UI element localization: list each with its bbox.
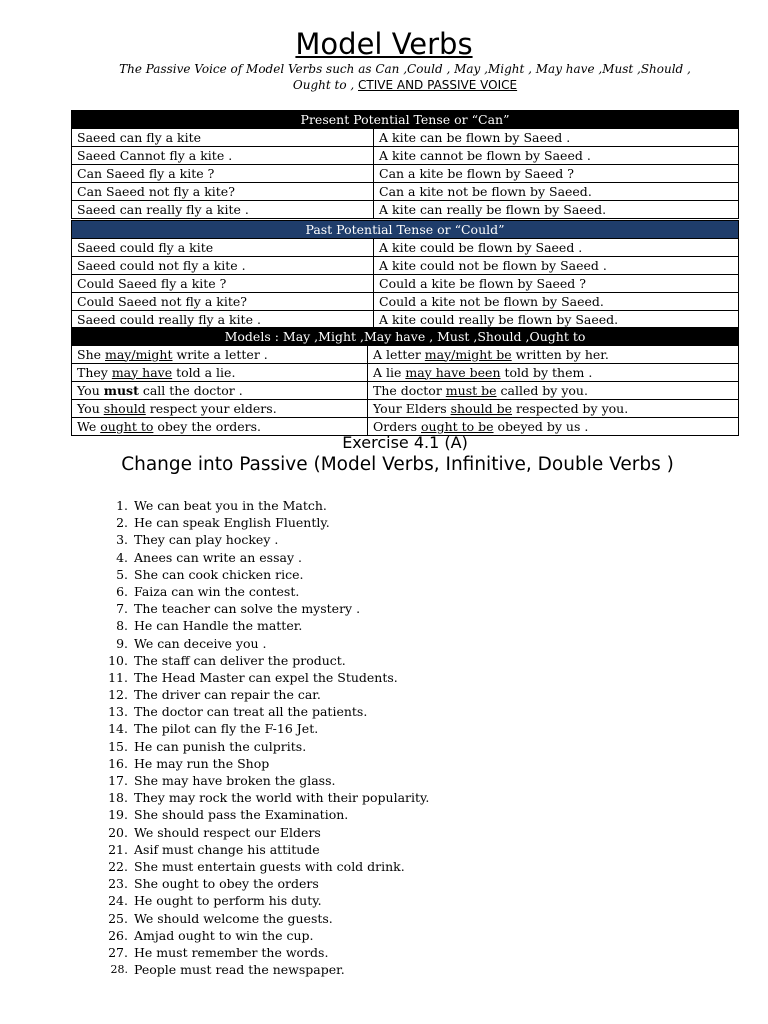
table-row: [72, 201, 739, 219]
item-number: 24.: [108, 893, 128, 909]
item-text: The pilot can fly the F-16 Jet.: [134, 721, 319, 737]
cell-text: A lie: [373, 364, 406, 380]
cell-text: She: [77, 346, 105, 362]
cell-text: obeyed by us .: [493, 418, 589, 434]
passive-cell: A kite could be flown by Saeed .: [374, 239, 739, 257]
table-row: [72, 275, 739, 293]
modal-keyword: may have been: [405, 364, 501, 380]
page-subtitle: [110, 61, 700, 93]
item-number: 22.: [108, 858, 128, 874]
item-text: Faiza can win the contest.: [134, 583, 300, 599]
item-number: 16.: [108, 755, 128, 771]
modal-keyword: may/might: [105, 346, 173, 362]
cell-text: The doctor: [373, 382, 446, 398]
item-number: 5.: [116, 566, 128, 582]
item-number: 26.: [108, 927, 128, 943]
modal-keyword: must: [103, 382, 139, 398]
item-text: Amjad ought to win the cup.: [134, 927, 314, 943]
table-row: [72, 293, 739, 311]
cell-text: write a letter .: [172, 346, 268, 362]
exercise-heading: Change into Passive (Model Verbs, Infinitive, Double Verbs ): [121, 454, 674, 475]
item-number: 3.: [116, 532, 128, 548]
item-number: 13.: [108, 704, 128, 720]
active-cell: Can Saeed not fly a kite?: [72, 183, 374, 201]
item-number: 6.: [116, 583, 128, 599]
modal-keyword: ought to be: [421, 418, 494, 434]
active-cell: [72, 346, 368, 364]
table-row: [72, 400, 739, 418]
item-text: We can beat you in the Match.: [134, 498, 327, 513]
passive-cell: Can a kite not be flown by Saeed.: [374, 183, 739, 201]
passive-cell: [368, 346, 739, 364]
modal-keyword: ought to: [100, 418, 154, 434]
modal-keyword: may/might be: [424, 346, 512, 362]
modal-keyword: must be: [445, 382, 497, 398]
cell-text: respect your elders.: [145, 400, 277, 416]
active-cell: Could Saeed fly a kite ?: [72, 275, 374, 293]
exercise-title: Exercise 4.1 (A): [342, 433, 468, 452]
cell-text: A letter: [373, 346, 425, 362]
active-cell: [72, 382, 368, 400]
active-cell: Saeed Cannot fly a kite .: [72, 147, 374, 165]
item-text: Anees can write an essay .: [134, 549, 302, 565]
item-text: He can speak English Fluently.: [134, 515, 330, 531]
passive-cell: A kite could not be flown by Saeed .: [374, 257, 739, 275]
passive-cell: A kite cannot be flown by Saeed .: [374, 147, 739, 165]
table-row: [72, 165, 739, 183]
item-text: She ought to obey the orders: [134, 876, 319, 892]
table-row: [72, 311, 739, 329]
item-text: We should respect our Elders: [134, 824, 321, 840]
cell-text: respected by you.: [512, 400, 629, 416]
item-number: 17.: [108, 773, 128, 788]
active-cell: Saeed could fly a kite: [72, 239, 374, 257]
item-text: They may rock the world with their popularity.: [134, 790, 430, 806]
item-number: 18.: [108, 790, 128, 806]
active-cell: Saeed can fly a kite: [72, 129, 374, 147]
table-row: [72, 239, 739, 257]
item-text: They can play hockey .: [134, 532, 279, 548]
item-number: 2.: [116, 515, 128, 531]
item-number: 11.: [108, 669, 128, 685]
item-number: 21.: [108, 841, 128, 857]
active-cell: Can Saeed fly a kite ?: [72, 165, 374, 183]
cell-text: call the doctor .: [138, 382, 243, 398]
cell-text: You: [77, 400, 104, 416]
table-row: [72, 183, 739, 201]
item-text: He can punish the culprits.: [134, 738, 307, 754]
item-text: The staff can deliver the product.: [134, 652, 346, 668]
item-number: 12.: [108, 687, 128, 703]
item-text: People must read the newspaper.: [134, 962, 345, 978]
passive-cell: A kite can really be flown by Saeed.: [374, 201, 739, 219]
item-text: The driver can repair the car.: [134, 687, 321, 703]
present-potential-table: [71, 110, 739, 219]
cell-text: We: [77, 418, 101, 434]
item-number: 23.: [108, 876, 128, 892]
subtitle-text: The Passive Voice of Model Verbs such as Can ,Could , May ,Might , May have ,Must ,Should , Ought to ,: [119, 62, 691, 92]
item-text: She must entertain guests with cold drink.: [134, 858, 405, 874]
item-number: 28.: [110, 963, 128, 977]
item-text: We should welcome the guests.: [134, 910, 333, 926]
passive-cell: [368, 364, 739, 382]
item-number: 25.: [108, 910, 128, 926]
item-text: He may run the Shop: [134, 755, 270, 771]
active-cell: [72, 400, 368, 418]
table-header: Models : May ,Might ,May have , Must ,Should ,Ought to: [72, 328, 739, 346]
models-table: [71, 327, 739, 436]
cell-text: You: [77, 382, 104, 398]
table-row: [72, 129, 739, 147]
item-number: 10.: [108, 652, 128, 668]
cell-text: written by her.: [511, 346, 609, 362]
item-number: 8.: [116, 618, 128, 634]
item-text: We can deceive you .: [134, 635, 267, 651]
table-row: [72, 382, 739, 400]
passive-cell: A kite can be flown by Saeed .: [374, 129, 739, 147]
item-text: She may have broken the glass.: [134, 773, 336, 788]
passive-cell: A kite could really be flown by Saeed.: [374, 311, 739, 329]
item-number: 27.: [108, 944, 128, 960]
cell-text: told by them .: [500, 364, 593, 380]
table-row: [72, 346, 739, 364]
page-title: Model Verbs: [295, 27, 473, 61]
item-text: The teacher can solve the mystery .: [134, 601, 361, 617]
cell-text: Orders: [373, 418, 421, 434]
item-text: Asif must change his attitude: [134, 841, 320, 857]
item-text: The Head Master can expel the Students.: [134, 669, 398, 685]
item-number: 1.: [116, 498, 128, 513]
active-cell: Saeed could really fly a kite .: [72, 311, 374, 329]
item-number: 9.: [116, 635, 128, 651]
table-header: Past Potential Tense or “Could”: [72, 221, 739, 239]
cell-text: obey the orders.: [153, 418, 262, 434]
item-text: He can Handle the matter.: [134, 618, 303, 634]
past-potential-table: [71, 220, 739, 329]
active-cell: Saeed can really fly a kite .: [72, 201, 374, 219]
active-cell: [72, 364, 368, 382]
item-number: 19.: [108, 807, 128, 823]
passive-cell: [368, 382, 739, 400]
passive-cell: Could a kite not be flown by Saeed.: [374, 293, 739, 311]
modal-keyword: may have: [111, 364, 173, 380]
modal-keyword: should: [103, 400, 146, 416]
cell-text: told a lie.: [172, 364, 236, 380]
table-row: [72, 364, 739, 382]
passive-cell: Could a kite be flown by Saeed ?: [374, 275, 739, 293]
passive-cell: Can a kite be flown by Saeed ?: [374, 165, 739, 183]
item-number: 15.: [108, 738, 128, 754]
item-number: 20.: [108, 824, 128, 840]
active-cell: Could Saeed not fly a kite?: [72, 293, 374, 311]
item-text: The doctor can treat all the patients.: [134, 704, 368, 720]
passive-cell: [368, 400, 739, 418]
active-cell: Saeed could not fly a kite .: [72, 257, 374, 275]
table-row: [72, 257, 739, 275]
subtitle-caps: CTIVE AND PASSIVE VOICE: [358, 78, 518, 92]
item-number: 4.: [116, 549, 128, 565]
item-number: 14.: [108, 721, 128, 737]
item-text: She should pass the Examination.: [134, 807, 349, 823]
cell-text: called by you.: [496, 382, 588, 398]
item-text: He must remember the words.: [134, 944, 329, 960]
item-number: 7.: [116, 601, 128, 617]
modal-keyword: should be: [450, 400, 512, 416]
item-text: He ought to perform his duty.: [134, 893, 322, 909]
cell-text: Your Elders: [373, 400, 451, 416]
cell-text: They: [77, 364, 112, 380]
table-row: [72, 147, 739, 165]
item-text: She can cook chicken rice.: [134, 566, 304, 582]
table-header: Present Potential Tense or “Can”: [72, 111, 739, 129]
